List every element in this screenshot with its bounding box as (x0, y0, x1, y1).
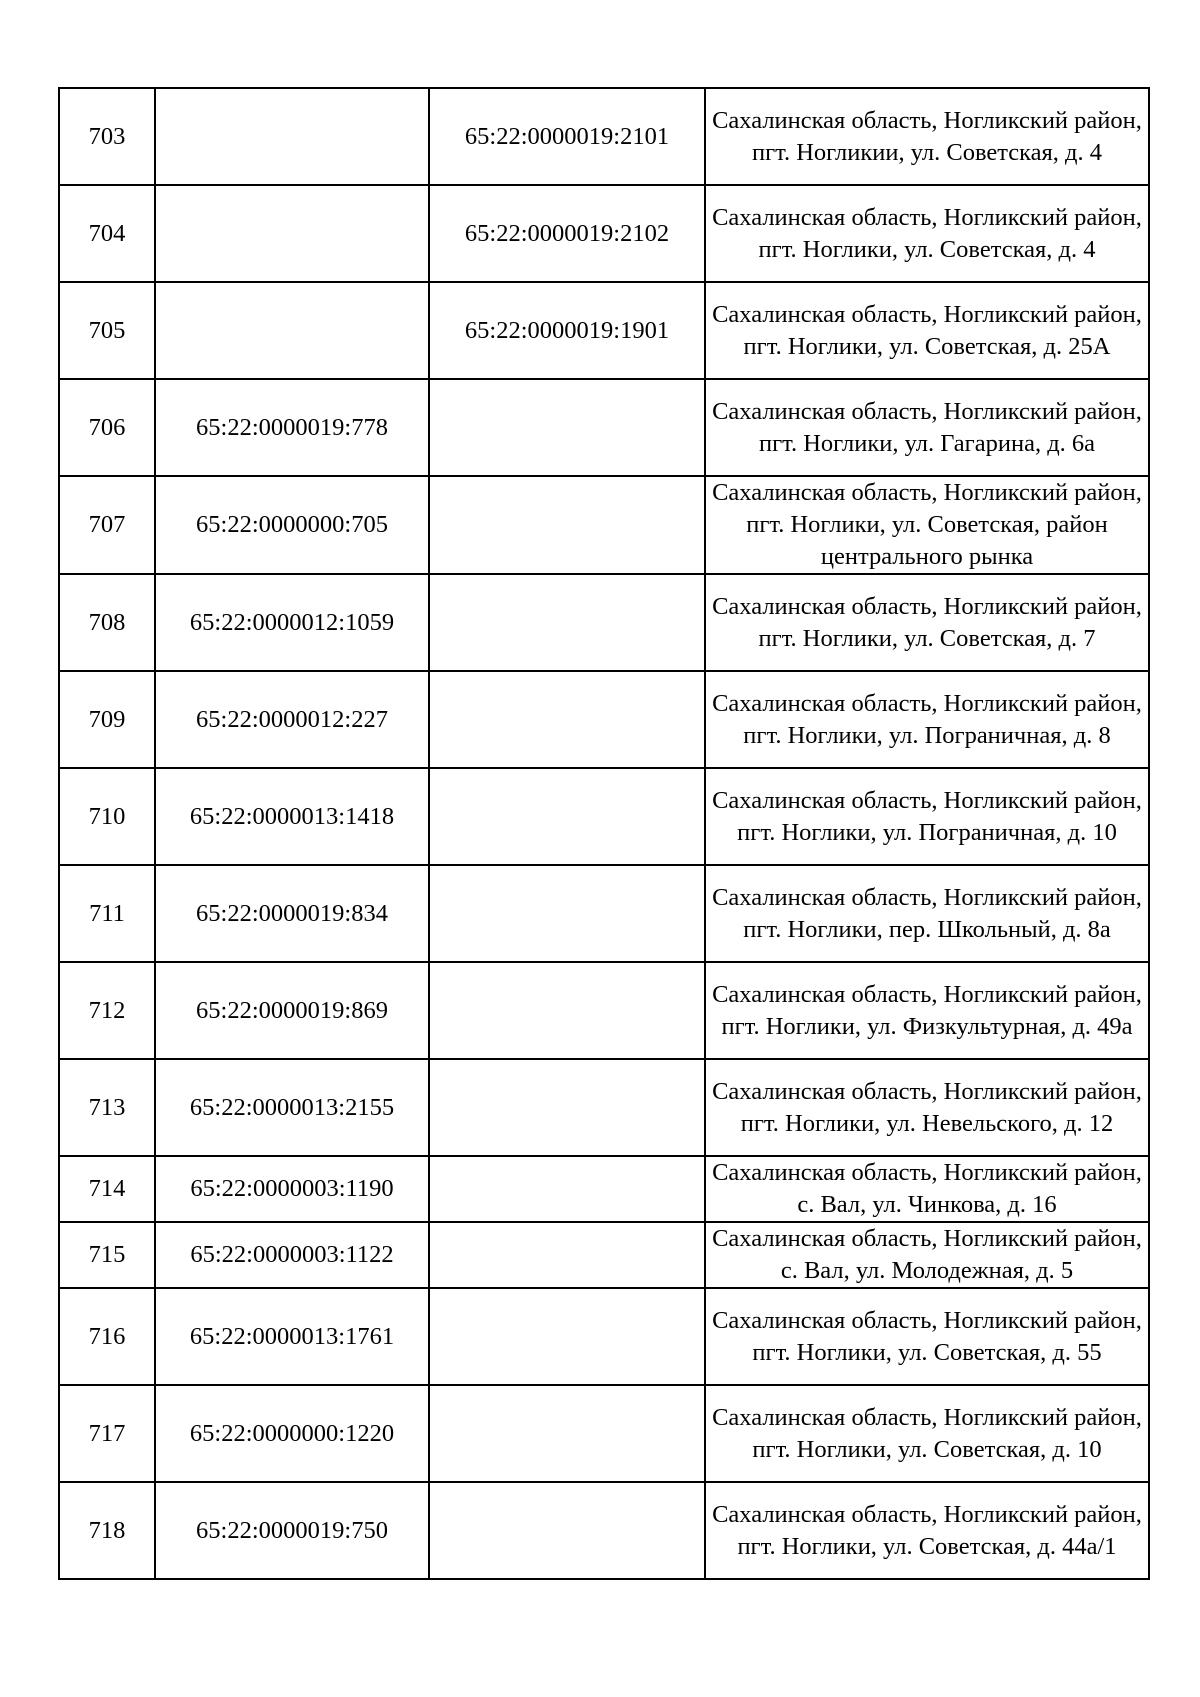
table-row (59, 671, 1149, 768)
cadastral-number-cell: 65:22:0000013:2155 (155, 1059, 429, 1156)
table-row (59, 88, 1149, 185)
address-cell: Сахалинская область, Ногликский район, пгт. Ноглики, ул. Советская, д. 7 (705, 574, 1149, 671)
address-cell: Сахалинская область, Ногликский район, с. Вал, ул. Чинкова, д. 16 (705, 1156, 1149, 1222)
cadastral-number-cell: 65:22:0000003:1190 (155, 1156, 429, 1222)
cadastral-number-secondary-cell (429, 1222, 705, 1288)
row-number-cell: 706 (59, 379, 155, 476)
address-cell: Сахалинская область, Ногликский район, пгт. Ноглики, ул. Советская, д. 4 (705, 185, 1149, 282)
cadastral-number-cell (155, 185, 429, 282)
cadastral-number-secondary-cell (429, 476, 705, 574)
cadastral-number-cell: 65:22:0000012:1059 (155, 574, 429, 671)
cadastral-number-cell: 65:22:0000013:1418 (155, 768, 429, 865)
row-number-cell: 714 (59, 1156, 155, 1222)
registry-table (58, 87, 1150, 1580)
address-cell: Сахалинская область, Ногликский район, пгт. Ноглики, ул. Физкультурная, д. 49а (705, 962, 1149, 1059)
cadastral-number-secondary-cell (429, 1482, 705, 1579)
row-number-cell: 705 (59, 282, 155, 379)
cadastral-number-cell (155, 88, 429, 185)
row-number-cell: 704 (59, 185, 155, 282)
row-number-cell: 713 (59, 1059, 155, 1156)
cadastral-number-secondary-cell (429, 1385, 705, 1482)
table-row (59, 282, 1149, 379)
address-cell: Сахалинская область, Ногликский район, пгт. Ноглики, ул. Советская, д. 55 (705, 1288, 1149, 1385)
table-row (59, 574, 1149, 671)
cadastral-number-cell: 65:22:0000000:705 (155, 476, 429, 574)
address-cell: Сахалинская область, Ногликский район, пгт. Ноглики, ул. Гагарина, д. 6а (705, 379, 1149, 476)
table-row (59, 865, 1149, 962)
cadastral-number-cell: 65:22:0000019:778 (155, 379, 429, 476)
cadastral-number-secondary-cell: 65:22:0000019:2102 (429, 185, 705, 282)
row-number-cell: 709 (59, 671, 155, 768)
row-number-cell: 712 (59, 962, 155, 1059)
table-row (59, 962, 1149, 1059)
cadastral-number-secondary-cell (429, 1288, 705, 1385)
row-number-cell: 715 (59, 1222, 155, 1288)
address-cell: Сахалинская область, Ногликский район, пгт. Ноглики, ул. Советская, район центрального рынка (705, 476, 1149, 574)
cadastral-number-cell: 65:22:0000012:227 (155, 671, 429, 768)
row-number-cell: 716 (59, 1288, 155, 1385)
address-cell: Сахалинская область, Ногликский район, пгт. Ногликии, ул. Советская, д. 4 (705, 88, 1149, 185)
cadastral-number-secondary-cell (429, 768, 705, 865)
row-number-cell: 707 (59, 476, 155, 574)
cadastral-number-cell (155, 282, 429, 379)
table-row (59, 1222, 1149, 1288)
row-number-cell: 708 (59, 574, 155, 671)
address-cell: Сахалинская область, Ногликский район, пгт. Ноглики, ул. Невельского, д. 12 (705, 1059, 1149, 1156)
cadastral-number-secondary-cell (429, 574, 705, 671)
cadastral-number-cell: 65:22:0000019:750 (155, 1482, 429, 1579)
cadastral-number-cell: 65:22:0000003:1122 (155, 1222, 429, 1288)
table-row (59, 185, 1149, 282)
table-row (59, 1385, 1149, 1482)
address-cell: Сахалинская область, Ногликский район, пгт. Ноглики, ул. Советская, д. 10 (705, 1385, 1149, 1482)
table-row (59, 768, 1149, 865)
cadastral-number-secondary-cell: 65:22:0000019:1901 (429, 282, 705, 379)
cadastral-number-secondary-cell (429, 379, 705, 476)
cadastral-number-secondary-cell (429, 1059, 705, 1156)
table-row (59, 1059, 1149, 1156)
table-row (59, 1482, 1149, 1579)
row-number-cell: 711 (59, 865, 155, 962)
cadastral-number-secondary-cell (429, 671, 705, 768)
registry-table-body (59, 88, 1149, 1579)
cadastral-number-cell: 65:22:0000013:1761 (155, 1288, 429, 1385)
address-cell: Сахалинская область, Ногликский район, с. Вал, ул. Молодежная, д. 5 (705, 1222, 1149, 1288)
address-cell: Сахалинская область, Ногликский район, пгт. Ноглики, ул. Советская, д. 44а/1 (705, 1482, 1149, 1579)
cadastral-number-secondary-cell (429, 865, 705, 962)
table-row (59, 1156, 1149, 1222)
cadastral-number-cell: 65:22:0000000:1220 (155, 1385, 429, 1482)
address-cell: Сахалинская область, Ногликский район, пгт. Ноглики, пер. Школьный, д. 8а (705, 865, 1149, 962)
table-row (59, 379, 1149, 476)
cadastral-number-cell: 65:22:0000019:869 (155, 962, 429, 1059)
cadastral-number-secondary-cell (429, 1156, 705, 1222)
address-cell: Сахалинская область, Ногликский район, пгт. Ноглики, ул. Пограничная, д. 8 (705, 671, 1149, 768)
address-cell: Сахалинская область, Ногликский район, пгт. Ноглики, ул. Советская, д. 25А (705, 282, 1149, 379)
table-row (59, 476, 1149, 574)
row-number-cell: 717 (59, 1385, 155, 1482)
cadastral-number-secondary-cell (429, 962, 705, 1059)
row-number-cell: 703 (59, 88, 155, 185)
row-number-cell: 710 (59, 768, 155, 865)
cadastral-number-cell: 65:22:0000019:834 (155, 865, 429, 962)
cadastral-number-secondary-cell: 65:22:0000019:2101 (429, 88, 705, 185)
table-row (59, 1288, 1149, 1385)
row-number-cell: 718 (59, 1482, 155, 1579)
address-cell: Сахалинская область, Ногликский район, пгт. Ноглики, ул. Пограничная, д. 10 (705, 768, 1149, 865)
